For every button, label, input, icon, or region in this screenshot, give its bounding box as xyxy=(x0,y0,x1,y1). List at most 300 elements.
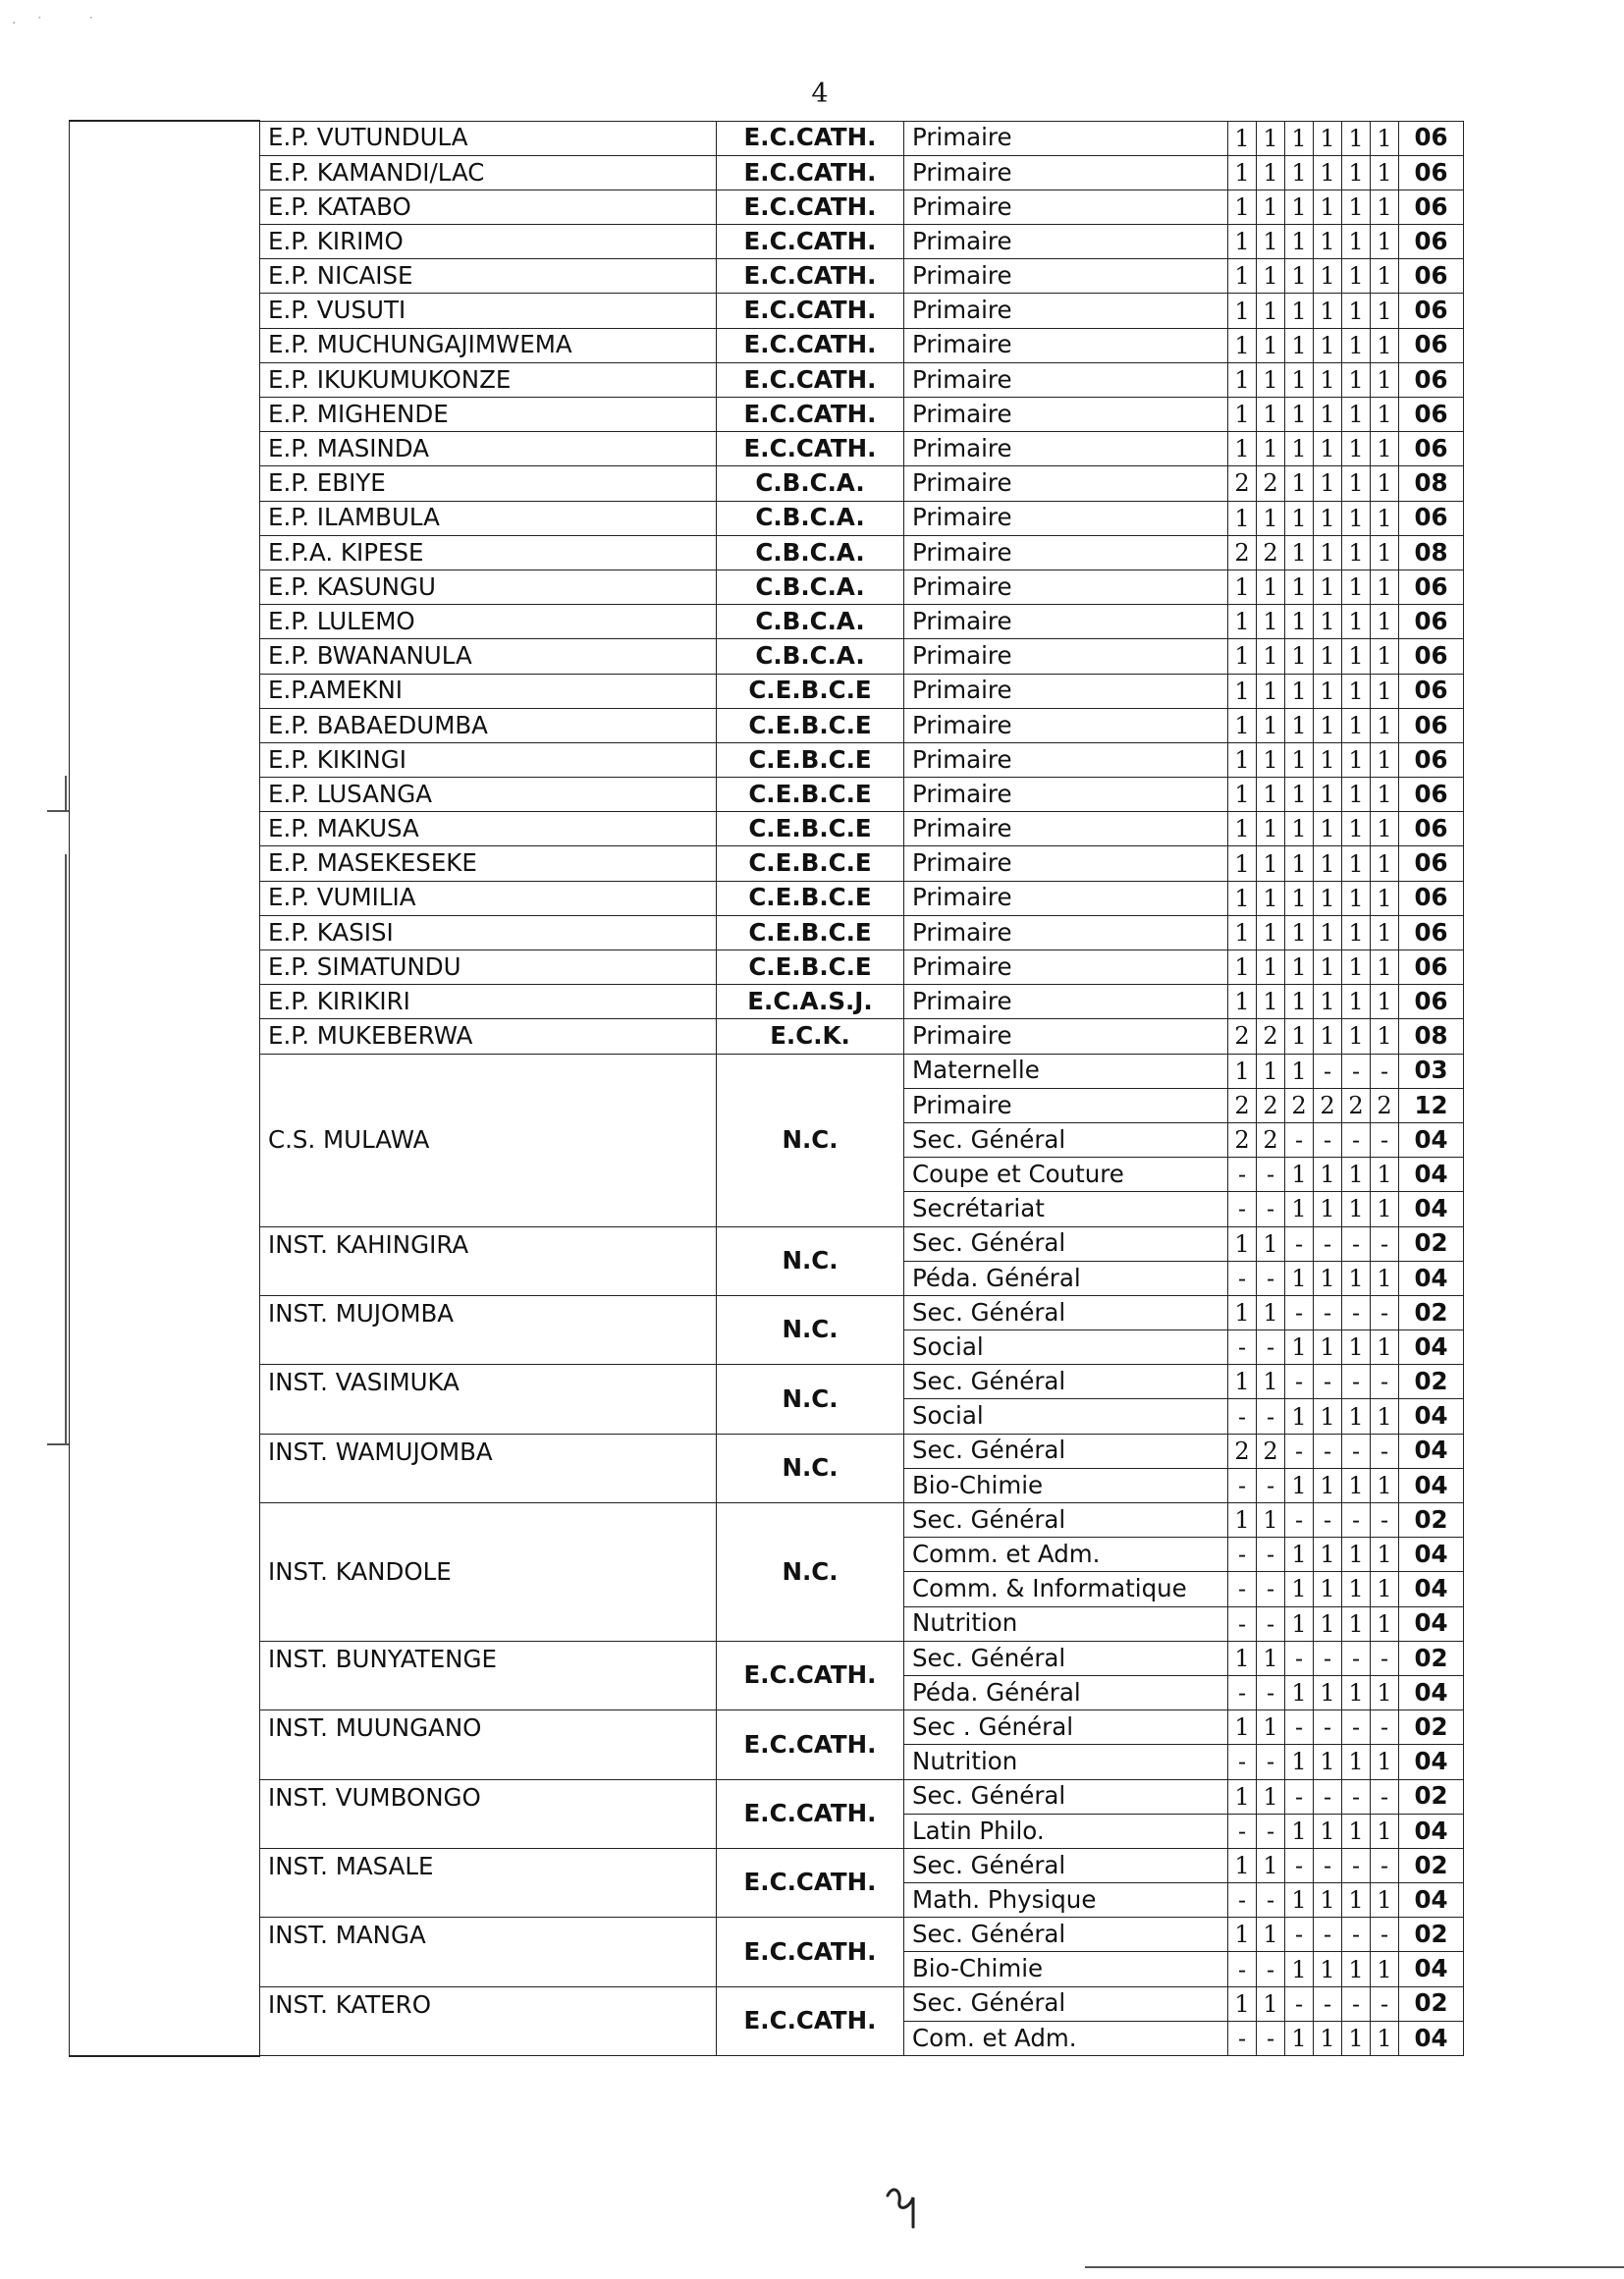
class-count-cell: 1 xyxy=(1285,121,1314,155)
class-count-cell: - xyxy=(1371,1365,1399,1399)
class-count-cell: - xyxy=(1314,1918,1342,1952)
class-count-cell: 1 xyxy=(1371,1261,1399,1295)
network-cell: N.C. xyxy=(717,1295,904,1364)
class-count-cell: 1 xyxy=(1228,1986,1257,2021)
class-count-cell: 1 xyxy=(1314,1814,1342,1848)
section-cell: Sec. Général xyxy=(904,1641,1228,1675)
total-cell: 04 xyxy=(1399,1572,1464,1606)
class-count-cell: - xyxy=(1257,2021,1285,2055)
class-count-cell: 1 xyxy=(1371,1019,1399,1054)
network-cell: C.B.C.A. xyxy=(717,605,904,639)
class-count-cell: 1 xyxy=(1314,846,1342,881)
class-count-cell: 1 xyxy=(1285,881,1314,915)
section-cell: Coupe et Couture xyxy=(904,1158,1228,1192)
table-row xyxy=(70,778,1464,812)
total-cell: 06 xyxy=(1399,674,1464,708)
school-name-cell: E.P. LULEMO xyxy=(260,605,717,639)
table-row xyxy=(70,639,1464,674)
school-name-cell: E.P. ILAMBULA xyxy=(260,501,717,535)
total-cell: 06 xyxy=(1399,501,1464,535)
class-count-cell: 1 xyxy=(1314,294,1342,328)
class-count-cell: 1 xyxy=(1257,742,1285,777)
section-cell: Péda. Général xyxy=(904,1675,1228,1709)
class-count-cell: - xyxy=(1314,1054,1342,1088)
class-count-cell: 1 xyxy=(1314,466,1342,501)
class-count-cell: - xyxy=(1228,1814,1257,1848)
table-row xyxy=(70,1019,1464,1054)
school-name-cell: E.P. VUSUTI xyxy=(260,294,717,328)
class-count-cell: 1 xyxy=(1371,1606,1399,1641)
class-count-cell: - xyxy=(1371,1434,1399,1468)
total-cell: 04 xyxy=(1399,1122,1464,1157)
class-count-cell: 1 xyxy=(1342,1606,1371,1641)
table-row xyxy=(70,605,1464,639)
school-name-cell: E.P. SIMATUNDU xyxy=(260,950,717,985)
class-count-cell: 2 xyxy=(1285,1088,1314,1122)
class-count-cell: 2 xyxy=(1228,535,1257,570)
class-count-cell: - xyxy=(1257,1883,1285,1918)
network-cell: C.E.B.C.E xyxy=(717,742,904,777)
network-cell: E.C.CATH. xyxy=(717,121,904,155)
class-count-cell: 1 xyxy=(1257,881,1285,915)
school-name-cell: E.P. BWANANULA xyxy=(260,639,717,674)
class-count-cell: 1 xyxy=(1257,225,1285,259)
class-count-cell: 1 xyxy=(1314,570,1342,604)
class-count-cell: 2 xyxy=(1257,466,1285,501)
school-name-cell: E.P. VUMILIA xyxy=(260,881,717,915)
school-name-cell: E.P. MAKUSA xyxy=(260,812,717,846)
class-count-cell: - xyxy=(1342,1710,1371,1745)
total-cell: 03 xyxy=(1399,1054,1464,1088)
school-name-cell: E.P. LUSANGA xyxy=(260,778,717,812)
network-cell: C.E.B.C.E xyxy=(717,674,904,708)
class-count-cell: 1 xyxy=(1228,778,1257,812)
class-count-cell: 1 xyxy=(1342,1261,1371,1295)
section-cell: Nutrition xyxy=(904,1745,1228,1779)
school-name-cell: INST. VUMBONGO xyxy=(260,1779,717,1848)
class-count-cell: 1 xyxy=(1285,708,1314,742)
class-count-cell: 1 xyxy=(1285,915,1314,950)
class-count-cell: 1 xyxy=(1228,605,1257,639)
class-count-cell: 1 xyxy=(1314,535,1342,570)
section-cell: Sec. Général xyxy=(904,1365,1228,1399)
class-count-cell: - xyxy=(1257,1330,1285,1365)
network-cell: E.C.CATH. xyxy=(717,190,904,224)
network-cell: N.C. xyxy=(717,1503,904,1642)
class-count-cell: 1 xyxy=(1257,570,1285,604)
school-name-cell: E.P. IKUKUMUKONZE xyxy=(260,362,717,397)
total-cell: 04 xyxy=(1399,1158,1464,1192)
class-count-cell: 1 xyxy=(1371,881,1399,915)
class-count-cell: - xyxy=(1228,1192,1257,1226)
table-row xyxy=(70,950,1464,985)
class-count-cell: 1 xyxy=(1257,432,1285,466)
class-count-cell: 1 xyxy=(1257,1986,1285,2021)
section-cell: Latin Philo. xyxy=(904,1814,1228,1848)
table-row xyxy=(70,1503,1464,1538)
class-count-cell: 1 xyxy=(1371,778,1399,812)
class-count-cell: - xyxy=(1228,1745,1257,1779)
school-name-cell: E.P. MASEKESEKE xyxy=(260,846,717,881)
class-count-cell: - xyxy=(1342,1226,1371,1261)
class-count-cell: 1 xyxy=(1314,1261,1342,1295)
class-count-cell: 1 xyxy=(1285,985,1314,1019)
class-count-cell: - xyxy=(1285,1641,1314,1675)
class-count-cell: - xyxy=(1257,1814,1285,1848)
class-count-cell: - xyxy=(1314,1503,1342,1538)
class-count-cell: - xyxy=(1371,1295,1399,1329)
table-row xyxy=(70,1295,1464,1329)
total-cell: 04 xyxy=(1399,1330,1464,1365)
class-count-cell: 2 xyxy=(1228,466,1257,501)
class-count-cell: 1 xyxy=(1342,674,1371,708)
class-count-cell: 1 xyxy=(1314,225,1342,259)
class-count-cell: 1 xyxy=(1257,1779,1285,1814)
total-cell: 04 xyxy=(1399,2021,1464,2055)
class-count-cell: 1 xyxy=(1285,1261,1314,1295)
class-count-cell: 1 xyxy=(1228,155,1257,190)
class-count-cell: 1 xyxy=(1342,812,1371,846)
class-count-cell: 1 xyxy=(1285,570,1314,604)
network-cell: E.C.CATH. xyxy=(717,1848,904,1917)
school-name-cell: E.P.A. KIPESE xyxy=(260,535,717,570)
section-cell: Com. et Adm. xyxy=(904,2021,1228,2055)
class-count-cell: 1 xyxy=(1371,674,1399,708)
section-cell: Sec. Général xyxy=(904,1848,1228,1882)
class-count-cell: - xyxy=(1314,1226,1342,1261)
table-row xyxy=(70,535,1464,570)
section-cell: Primaire xyxy=(904,259,1228,294)
total-cell: 12 xyxy=(1399,1088,1464,1122)
class-count-cell: 1 xyxy=(1285,1158,1314,1192)
class-count-cell: 2 xyxy=(1257,1122,1285,1157)
class-count-cell: 1 xyxy=(1285,501,1314,535)
class-count-cell: - xyxy=(1314,1295,1342,1329)
class-count-cell: - xyxy=(1314,1848,1342,1882)
class-count-cell: 1 xyxy=(1314,985,1342,1019)
class-count-cell: - xyxy=(1342,1503,1371,1538)
class-count-cell: - xyxy=(1371,1054,1399,1088)
class-count-cell: 1 xyxy=(1342,2021,1371,2055)
class-count-cell: 1 xyxy=(1314,1158,1342,1192)
network-cell: E.C.CATH. xyxy=(717,432,904,466)
class-count-cell: - xyxy=(1285,1122,1314,1157)
section-cell: Sec. Général xyxy=(904,1434,1228,1468)
class-count-cell: 1 xyxy=(1285,259,1314,294)
class-count-cell: 1 xyxy=(1371,1330,1399,1365)
class-count-cell: 1 xyxy=(1228,501,1257,535)
class-count-cell: - xyxy=(1228,1883,1257,1918)
class-count-cell: 1 xyxy=(1371,121,1399,155)
total-cell: 02 xyxy=(1399,1641,1464,1675)
school-name-cell: E.P. MASINDA xyxy=(260,432,717,466)
total-cell: 06 xyxy=(1399,950,1464,985)
network-cell: C.E.B.C.E xyxy=(717,915,904,950)
class-count-cell: 1 xyxy=(1371,812,1399,846)
section-cell: Primaire xyxy=(904,639,1228,674)
class-count-cell: 1 xyxy=(1342,466,1371,501)
section-cell: Primaire xyxy=(904,812,1228,846)
class-count-cell: 1 xyxy=(1285,1883,1314,1918)
class-count-cell: 1 xyxy=(1314,398,1342,432)
school-name-cell: E.P. KIRIKIRI xyxy=(260,985,717,1019)
total-cell: 06 xyxy=(1399,846,1464,881)
class-count-cell: 2 xyxy=(1228,1434,1257,1468)
section-cell: Social xyxy=(904,1399,1228,1434)
section-cell: Primaire xyxy=(904,432,1228,466)
class-count-cell: 1 xyxy=(1285,1606,1314,1641)
class-count-cell: - xyxy=(1228,1330,1257,1365)
class-count-cell: 2 xyxy=(1228,1088,1257,1122)
class-count-cell: - xyxy=(1371,1503,1399,1538)
class-count-cell: - xyxy=(1257,1468,1285,1502)
class-count-cell: - xyxy=(1257,1952,1285,1986)
class-count-cell: - xyxy=(1228,1538,1257,1572)
network-cell: N.C. xyxy=(717,1365,904,1434)
table-row xyxy=(70,362,1464,397)
school-name-cell: E.P. KIKINGI xyxy=(260,742,717,777)
section-cell: Primaire xyxy=(904,1019,1228,1054)
class-count-cell: - xyxy=(1257,1158,1285,1192)
table-row xyxy=(70,1918,1464,1952)
total-cell: 02 xyxy=(1399,1295,1464,1329)
class-count-cell: 1 xyxy=(1314,1745,1342,1779)
page-number: 4 xyxy=(811,79,829,109)
class-count-cell: 1 xyxy=(1314,1019,1342,1054)
section-cell: Primaire xyxy=(904,294,1228,328)
class-count-cell: - xyxy=(1342,1295,1371,1329)
class-count-cell: 1 xyxy=(1342,155,1371,190)
table-row xyxy=(70,812,1464,846)
table-row xyxy=(70,501,1464,535)
table-row xyxy=(70,1986,1464,2021)
section-cell: Sec. Général xyxy=(904,1122,1228,1157)
school-name-cell: INST. KATERO xyxy=(260,1986,717,2055)
table-row xyxy=(70,466,1464,501)
section-cell: Primaire xyxy=(904,328,1228,362)
class-count-cell: - xyxy=(1257,1538,1285,1572)
total-cell: 02 xyxy=(1399,1503,1464,1538)
table-row xyxy=(70,1054,1464,1088)
class-count-cell: 1 xyxy=(1314,1192,1342,1226)
class-count-cell: - xyxy=(1257,1399,1285,1434)
total-cell: 08 xyxy=(1399,535,1464,570)
class-count-cell: 1 xyxy=(1371,1158,1399,1192)
section-cell: Secrétariat xyxy=(904,1192,1228,1226)
class-count-cell: 1 xyxy=(1228,915,1257,950)
network-cell: N.C. xyxy=(717,1434,904,1502)
section-cell: Primaire xyxy=(904,708,1228,742)
class-count-cell: 1 xyxy=(1228,1226,1257,1261)
table-row xyxy=(70,570,1464,604)
class-count-cell: 1 xyxy=(1257,639,1285,674)
class-count-cell: 1 xyxy=(1257,1848,1285,1882)
school-name-cell: E.P. KASISI xyxy=(260,915,717,950)
class-count-cell: 1 xyxy=(1257,605,1285,639)
table-row xyxy=(70,1641,1464,1675)
class-count-cell: 1 xyxy=(1314,1606,1342,1641)
section-cell: Comm. et Adm. xyxy=(904,1538,1228,1572)
class-count-cell: 1 xyxy=(1314,708,1342,742)
class-count-cell: 1 xyxy=(1371,915,1399,950)
section-cell: Primaire xyxy=(904,742,1228,777)
class-count-cell: 1 xyxy=(1257,1295,1285,1329)
class-count-cell: 1 xyxy=(1285,1538,1314,1572)
total-cell: 06 xyxy=(1399,294,1464,328)
class-count-cell: - xyxy=(1342,1054,1371,1088)
class-count-cell: 1 xyxy=(1257,846,1285,881)
class-count-cell: 1 xyxy=(1285,328,1314,362)
class-count-cell: 1 xyxy=(1314,605,1342,639)
section-cell: Primaire xyxy=(904,501,1228,535)
total-cell: 06 xyxy=(1399,121,1464,155)
class-count-cell: 1 xyxy=(1371,1572,1399,1606)
school-name-cell: E.P. KATABO xyxy=(260,190,717,224)
class-count-cell: - xyxy=(1314,1710,1342,1745)
class-count-cell: 1 xyxy=(1371,1538,1399,1572)
class-count-cell: 1 xyxy=(1314,432,1342,466)
section-cell: Social xyxy=(904,1330,1228,1365)
class-count-cell: 1 xyxy=(1228,294,1257,328)
class-count-cell: 1 xyxy=(1342,225,1371,259)
class-count-cell: 1 xyxy=(1257,362,1285,397)
class-count-cell: 1 xyxy=(1257,1365,1285,1399)
table-row xyxy=(70,881,1464,915)
class-count-cell: - xyxy=(1342,1641,1371,1675)
class-count-cell: 1 xyxy=(1228,1918,1257,1952)
class-count-cell: 1 xyxy=(1285,1399,1314,1434)
total-cell: 04 xyxy=(1399,1434,1464,1468)
total-cell: 02 xyxy=(1399,1986,1464,2021)
class-count-cell: 1 xyxy=(1285,1814,1314,1848)
total-cell: 02 xyxy=(1399,1779,1464,1814)
class-count-cell: - xyxy=(1314,1986,1342,2021)
table-row xyxy=(70,1365,1464,1399)
class-count-cell: 1 xyxy=(1371,950,1399,985)
class-count-cell: 1 xyxy=(1257,294,1285,328)
school-name-cell: INST. MUJOMBA xyxy=(260,1295,717,1364)
class-count-cell: 1 xyxy=(1342,121,1371,155)
class-count-cell: 1 xyxy=(1371,225,1399,259)
class-count-cell: - xyxy=(1285,1295,1314,1329)
class-count-cell: 1 xyxy=(1228,259,1257,294)
network-cell: C.B.C.A. xyxy=(717,639,904,674)
class-count-cell: 1 xyxy=(1228,1848,1257,1882)
section-cell: Primaire xyxy=(904,1088,1228,1122)
network-cell: E.C.A.S.J. xyxy=(717,985,904,1019)
section-cell: Primaire xyxy=(904,155,1228,190)
class-count-cell: - xyxy=(1257,1192,1285,1226)
network-cell: E.C.CATH. xyxy=(717,398,904,432)
class-count-cell: 1 xyxy=(1228,121,1257,155)
section-cell: Bio-Chimie xyxy=(904,1468,1228,1502)
table-row xyxy=(70,432,1464,466)
total-cell: 06 xyxy=(1399,605,1464,639)
class-count-cell: 1 xyxy=(1285,535,1314,570)
total-cell: 06 xyxy=(1399,985,1464,1019)
section-cell: Primaire xyxy=(904,225,1228,259)
class-count-cell: - xyxy=(1371,1710,1399,1745)
total-cell: 04 xyxy=(1399,1952,1464,1986)
total-cell: 06 xyxy=(1399,398,1464,432)
footer-rule xyxy=(1085,2266,1624,2268)
class-count-cell: 1 xyxy=(1228,1295,1257,1329)
total-cell: 04 xyxy=(1399,1883,1464,1918)
network-cell: C.E.B.C.E xyxy=(717,846,904,881)
class-count-cell: 1 xyxy=(1228,846,1257,881)
section-cell: Comm. & Informatique xyxy=(904,1572,1228,1606)
class-count-cell: 1 xyxy=(1314,1468,1342,1502)
network-cell: E.C.CATH. xyxy=(717,294,904,328)
class-count-cell: 1 xyxy=(1285,674,1314,708)
class-count-cell: 1 xyxy=(1314,881,1342,915)
class-count-cell: - xyxy=(1285,1710,1314,1745)
class-count-cell: 1 xyxy=(1285,294,1314,328)
total-cell: 06 xyxy=(1399,328,1464,362)
class-count-cell: 1 xyxy=(1314,950,1342,985)
class-count-cell: 1 xyxy=(1371,570,1399,604)
total-cell: 02 xyxy=(1399,1226,1464,1261)
margin-mark xyxy=(47,1443,69,1445)
class-count-cell: 1 xyxy=(1371,1745,1399,1779)
class-count-cell: 1 xyxy=(1285,605,1314,639)
class-count-cell: 1 xyxy=(1342,1675,1371,1709)
class-count-cell: 1 xyxy=(1228,881,1257,915)
section-cell: Primaire xyxy=(904,362,1228,397)
total-cell: 02 xyxy=(1399,1848,1464,1882)
school-name-cell: E.P. MIGHENDE xyxy=(260,398,717,432)
class-count-cell: 1 xyxy=(1228,1779,1257,1814)
class-count-cell: 1 xyxy=(1257,190,1285,224)
school-name-cell: E.P. NICAISE xyxy=(260,259,717,294)
class-count-cell: 1 xyxy=(1342,570,1371,604)
class-count-cell: 2 xyxy=(1257,1434,1285,1468)
class-count-cell: 1 xyxy=(1314,1330,1342,1365)
class-count-cell: - xyxy=(1257,1572,1285,1606)
network-cell: N.C. xyxy=(717,1054,904,1226)
class-count-cell: 1 xyxy=(1371,708,1399,742)
margin-mark xyxy=(65,854,67,1443)
network-cell: E.C.CATH. xyxy=(717,1710,904,1779)
class-count-cell: 1 xyxy=(1371,2021,1399,2055)
network-cell: C.E.B.C.E xyxy=(717,812,904,846)
class-count-cell: - xyxy=(1228,1261,1257,1295)
total-cell: 06 xyxy=(1399,708,1464,742)
section-cell: Sec. Général xyxy=(904,1779,1228,1814)
section-cell: Sec. Général xyxy=(904,1503,1228,1538)
class-count-cell: 1 xyxy=(1314,259,1342,294)
table-row xyxy=(70,1710,1464,1745)
class-count-cell: 1 xyxy=(1228,225,1257,259)
class-count-cell: 1 xyxy=(1257,121,1285,155)
class-count-cell: 1 xyxy=(1371,1952,1399,1986)
section-cell: Bio-Chimie xyxy=(904,1952,1228,1986)
class-count-cell: - xyxy=(1285,1365,1314,1399)
total-cell: 02 xyxy=(1399,1365,1464,1399)
network-cell: E.C.CATH. xyxy=(717,362,904,397)
section-cell: Primaire xyxy=(904,985,1228,1019)
class-count-cell: - xyxy=(1228,1675,1257,1709)
class-count-cell: 1 xyxy=(1314,190,1342,224)
section-cell: Primaire xyxy=(904,778,1228,812)
table-row xyxy=(70,915,1464,950)
class-count-cell: 1 xyxy=(1342,915,1371,950)
school-name-cell: E.P. KASUNGU xyxy=(260,570,717,604)
class-count-cell: - xyxy=(1228,1952,1257,1986)
class-count-cell: 1 xyxy=(1342,778,1371,812)
table-row xyxy=(70,225,1464,259)
class-count-cell: - xyxy=(1314,1434,1342,1468)
